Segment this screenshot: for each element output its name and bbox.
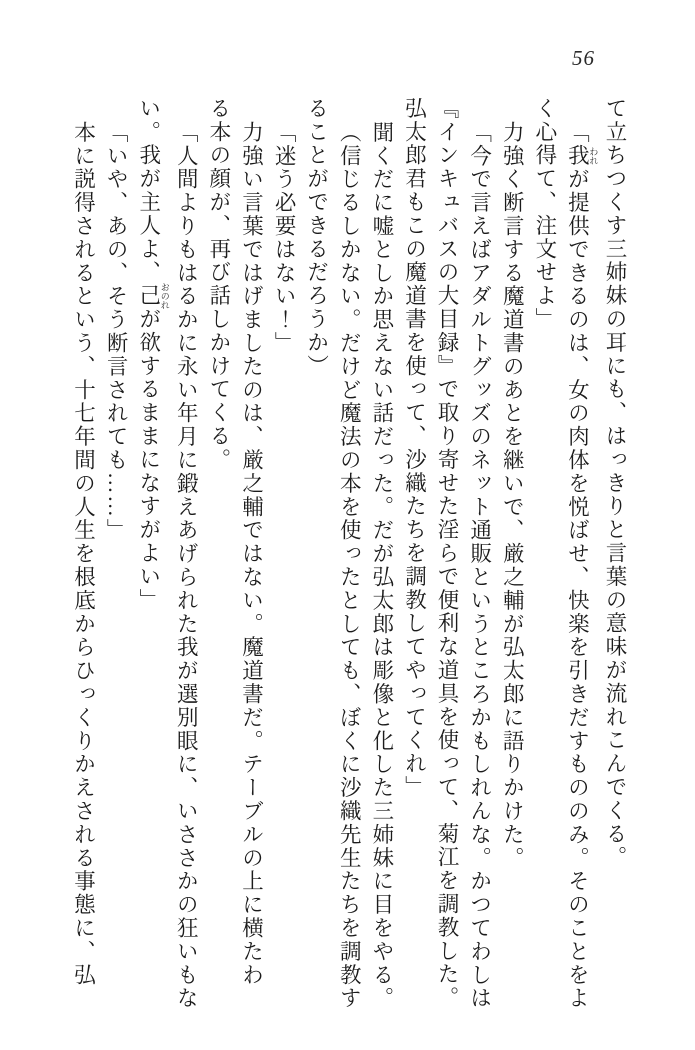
text-segment: が欲するままになすがよい」 xyxy=(136,307,161,612)
text-line xyxy=(561,97,599,1017)
text-line: 「いや、あの、そう断言されても……」 xyxy=(104,120,129,542)
ruby-base: 己 xyxy=(136,282,161,310)
furigana-ruby xyxy=(136,282,170,310)
text-segment: が提供できるのは、女の肉体を悦ばせ、快楽を引きだすもののみ。そのことをよ xyxy=(565,167,590,1010)
text-segment: 「 xyxy=(565,120,590,144)
text-line: 「人間よりもはるかに永い年月に鍛えあげられた我が選別眼に、いささかの狂いもな xyxy=(174,120,199,1010)
page-number: 56 xyxy=(572,46,595,70)
text-line: 『インキュバスの大目録』で取り寄せた淫らで便利な道具を使って、菊江を調教した。 xyxy=(435,97,460,1010)
text-line: 聞くだに嘘としか思えない話だった。だが弘太郎は彫像と化した三姉妹に目をやる。 xyxy=(369,120,394,1010)
ruby-text: おのれ xyxy=(159,282,170,310)
text-line xyxy=(132,97,170,1017)
furigana-ruby xyxy=(565,143,599,168)
text-block xyxy=(67,97,631,1017)
text-line: る本の顔が、再び話しかけてくる。 xyxy=(206,97,231,472)
ruby-text: われ xyxy=(588,143,599,168)
text-line: 力強く断言する魔道書のあとを継いで、厳之輔が弘太郎に語りかけた。 xyxy=(500,120,525,870)
text-line: 「迷う必要はない！」 xyxy=(272,120,297,355)
text-line: （信じるしかない。だけど魔法の本を使ったとしても、ぼくに沙織先生たちを調教す xyxy=(337,120,362,1010)
text-line: 力強い言葉ではげましたのは、厳之輔ではない。魔道書だ。テーブルの上に横たわ xyxy=(239,120,264,987)
text-line: 「今で言えばアダルトグッズのネット通販というところかもしれんな。かつてわしは xyxy=(467,120,492,1010)
text-line: ることができるだろうか） xyxy=(304,97,329,378)
text-segment: い。我が主人よ、 xyxy=(136,97,161,285)
text-line: く心得て、注文せよ」 xyxy=(532,97,557,331)
ruby-base: 我 xyxy=(565,143,590,168)
text-line: て立ちつくす三姉妹の耳にも、はっきりと言葉の意味が流れこんでくる。 xyxy=(603,97,627,870)
text-line: 本に説得されるという、十七年間の人生を根底からひっくりかえされる事態に、弘 xyxy=(71,120,96,987)
text-line: 弘太郎君もこの魔道書を使って、沙織たちを調教してやってくれ」 xyxy=(402,97,427,799)
